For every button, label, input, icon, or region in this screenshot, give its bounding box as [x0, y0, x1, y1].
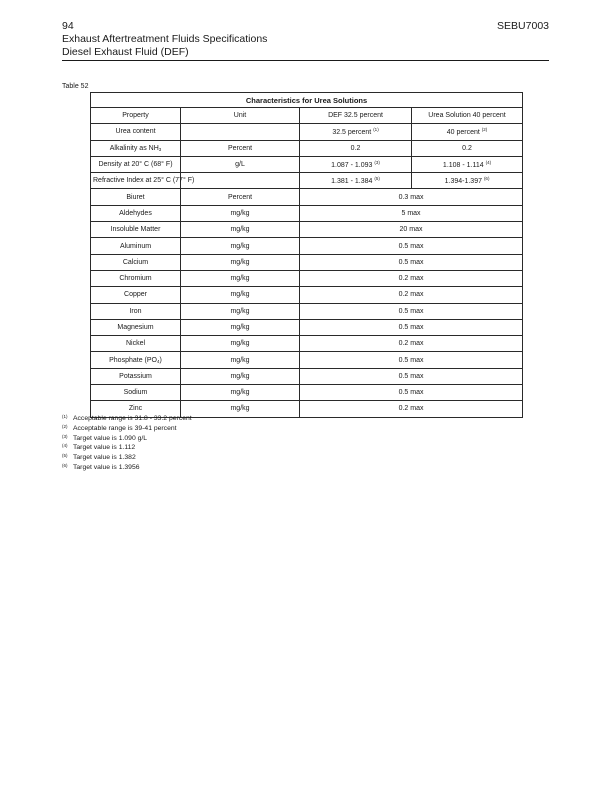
property-text-end: )	[159, 356, 162, 364]
footnote-ref: (1)	[373, 127, 379, 133]
property-cell	[91, 352, 181, 368]
footnote-mark: (6)	[62, 462, 68, 468]
property-cell: Aldehydes	[91, 205, 181, 221]
property-cell: Refractive Index at 25° C (77° F)	[91, 173, 181, 189]
value-cell: 0.5 max	[300, 254, 523, 270]
table-title-row	[91, 93, 523, 108]
table-row	[91, 352, 523, 368]
table-row	[91, 270, 523, 286]
property-cell: Magnesium	[91, 319, 181, 335]
column-header-unit: Unit	[181, 108, 300, 124]
table-row	[91, 385, 523, 401]
footnote-mark: (2)	[62, 423, 68, 429]
table-row	[91, 254, 523, 270]
unit-cell	[181, 124, 300, 140]
table-row	[91, 238, 523, 254]
table-row	[91, 205, 523, 221]
page-header-left	[62, 20, 267, 59]
value-cell: 0.2 max	[300, 336, 523, 352]
unit-cell: mg/kg	[181, 222, 300, 238]
footnote	[62, 462, 192, 472]
table-row	[91, 173, 523, 189]
column-header-urea: Urea Solution 40 percent	[412, 108, 523, 124]
table-header-row	[91, 108, 523, 124]
value-cell: 0.5 max	[300, 352, 523, 368]
def-value-cell: 0.2	[300, 140, 412, 156]
def-value-cell	[300, 124, 412, 140]
value-text: 1.108 - 1.114	[442, 162, 484, 170]
def-value-cell	[300, 156, 412, 172]
footnotes	[62, 413, 192, 472]
urea-characteristics-table	[90, 92, 523, 418]
value-text: 1.381 - 1.384	[331, 178, 373, 186]
value-text: 1.087 - 1.093	[331, 162, 373, 170]
footnote-ref: (4)	[485, 160, 492, 166]
property-cell: Calcium	[91, 254, 181, 270]
table-row	[91, 140, 523, 156]
property-cell: Sodium	[91, 385, 181, 401]
unit-cell: mg/kg	[181, 254, 300, 270]
table-row	[91, 319, 523, 335]
unit-cell: Percent	[181, 140, 300, 156]
property-cell: Chromium	[91, 270, 181, 286]
property-cell: Urea content	[91, 124, 181, 140]
table-row	[91, 303, 523, 319]
unit-cell: mg/kg	[181, 287, 300, 303]
unit-cell: mg/kg	[181, 401, 300, 417]
value-cell: 5 max	[300, 205, 523, 221]
property-text: Alkalinity as NH	[109, 144, 159, 152]
urea-value-cell	[412, 124, 523, 140]
unit-cell: mg/kg	[181, 303, 300, 319]
footnote-mark: (3)	[62, 433, 68, 439]
property-cell: Biuret	[91, 189, 181, 205]
unit-cell: mg/kg	[181, 336, 300, 352]
unit-cell: mg/kg	[181, 368, 300, 384]
table-row	[91, 368, 523, 384]
value-cell: 0.5 max	[300, 368, 523, 384]
page-number: 94	[62, 20, 74, 32]
table-row	[91, 336, 523, 352]
value-cell: 0.5 max	[300, 303, 523, 319]
urea-value-cell	[412, 173, 523, 189]
value-cell: 0.2 max	[300, 287, 523, 303]
unit-cell	[181, 173, 300, 189]
value-cell: 0.5 max	[300, 385, 523, 401]
unit-cell: mg/kg	[181, 205, 300, 221]
property-text: Phosphate (PO	[109, 356, 157, 364]
section-subtitle: Diesel Exhaust Fluid (DEF)	[62, 46, 189, 58]
def-value-cell	[300, 173, 412, 189]
unit-cell: mg/kg	[181, 270, 300, 286]
footnote-text: Acceptable range is 31.8 - 33.2 percent	[73, 415, 192, 422]
value-text: 40 percent	[446, 129, 480, 137]
section-title: Exhaust Aftertreatment Fluids Specifications	[62, 33, 268, 45]
property-cell: Zinc	[91, 401, 181, 417]
property-cell: Nickel	[91, 336, 181, 352]
unit-cell: mg/kg	[181, 385, 300, 401]
unit-cell: g/L	[181, 156, 300, 172]
subscript: 4	[157, 358, 160, 364]
footnote-ref: (2)	[481, 127, 488, 133]
footnote-text: Target value is 1.090 g/L	[73, 434, 148, 442]
footnote-text: Target value is 1.3956	[73, 463, 140, 471]
footnote-mark: (1)	[62, 414, 68, 419]
table-caption: Table 52	[62, 83, 89, 90]
column-header-property: Property	[91, 108, 181, 124]
table-row	[91, 189, 523, 205]
footnote	[62, 413, 192, 423]
footnote-mark: (4)	[62, 443, 68, 449]
value-cell: 0.2 max	[300, 401, 523, 417]
footnote-ref: (6)	[483, 176, 490, 182]
footnote-ref: (3)	[374, 160, 380, 166]
doc-code: SEBU7003	[497, 20, 549, 32]
property-cell: Aluminum	[91, 238, 181, 254]
value-cell: 0.3 max	[300, 189, 523, 205]
table-row	[91, 287, 523, 303]
value-cell: 20 max	[300, 222, 523, 238]
value-cell: 0.2 max	[300, 270, 523, 286]
property-cell: Density at 20° C (68° F)	[91, 156, 181, 172]
urea-value-cell: 0.2	[412, 140, 523, 156]
table-row	[91, 156, 523, 172]
urea-value-cell	[412, 156, 523, 172]
unit-cell: mg/kg	[181, 319, 300, 335]
footnote	[62, 423, 192, 433]
property-cell	[91, 140, 181, 156]
footnote-mark: (5)	[62, 453, 68, 459]
value-cell: 0.5 max	[300, 238, 523, 254]
value-cell: 0.5 max	[300, 319, 523, 335]
footnote	[62, 442, 192, 452]
table-title: Characteristics for Urea Solutions	[91, 93, 523, 108]
footnote-text: Target value is 1.112	[73, 444, 136, 452]
column-header-def: DEF 32.5 percent	[300, 108, 412, 124]
footnote-ref: (5)	[374, 176, 380, 182]
value-text: 32.5 percent	[332, 129, 372, 137]
unit-cell: Percent	[181, 189, 300, 205]
property-cell: Potassium	[91, 368, 181, 384]
property-cell: Iron	[91, 303, 181, 319]
footnote	[62, 452, 192, 462]
property-cell: Copper	[91, 287, 181, 303]
unit-cell: mg/kg	[181, 352, 300, 368]
footnote-text: Acceptable range is 39-41 percent	[73, 424, 177, 432]
unit-cell: mg/kg	[181, 238, 300, 254]
footnote-text: Target value is 1.382	[73, 454, 136, 462]
footnote	[62, 433, 192, 443]
header-divider	[62, 60, 549, 61]
subscript: 3	[158, 146, 162, 152]
table-row	[91, 124, 523, 140]
value-text: 1.394-1.397	[444, 178, 482, 186]
table-row	[91, 222, 523, 238]
property-cell: Insoluble Matter	[91, 222, 181, 238]
